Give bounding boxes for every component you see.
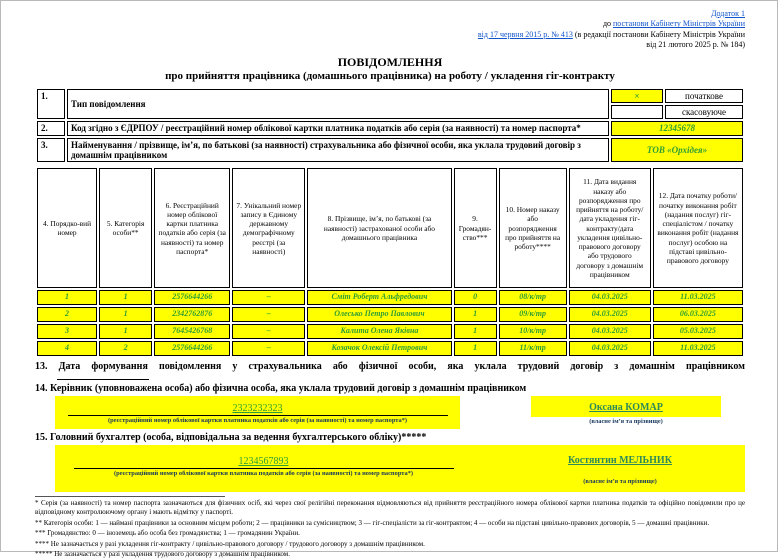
cell-taxnumber[interactable]: 2342762876: [154, 307, 230, 322]
cell-category[interactable]: 1: [99, 307, 152, 322]
row-number: 3.: [37, 138, 65, 163]
name-caption: (власне ім’я та прізвище): [583, 477, 657, 485]
decree-link[interactable]: постанови Кабінету Міністрів України: [613, 19, 745, 29]
cell-registry-number[interactable]: –: [232, 324, 305, 339]
row-number: 2.: [37, 121, 65, 135]
accountant-name-column: [525, 449, 715, 486]
col-header-6: 6. Реєстраційний номер облікової картки платника податків або серія (за наявності) та номер паспорта*: [154, 168, 230, 288]
table-row: [37, 324, 743, 339]
section14-label: 14. Керівник (уповноважена особа) або фізична особа, яка уклала трудовий договір з домашнім працівником: [35, 383, 527, 395]
cell-citizenship[interactable]: 1: [454, 341, 497, 356]
edrpou-label: Код згідно з ЄДРПОУ / реєстраційний номер облікової картки платника податків або серія (за наявності) та номер паспорта*: [67, 121, 609, 135]
col-header-9: 9. Громадянство***: [454, 168, 497, 288]
cell-order-number[interactable]: 09/к/тр: [499, 307, 567, 322]
cell-order-number[interactable]: 08/к/тр: [499, 290, 567, 305]
footnotes: [35, 499, 745, 560]
name-caption: (власне ім’я та прізвище): [589, 418, 663, 426]
taxnumber-caption: (реєстраційний номер облікової картки платника податків або серія (за наявності) та номер паспорта*): [113, 469, 414, 477]
cell-category[interactable]: 1: [99, 290, 152, 305]
cell-category[interactable]: 2: [99, 341, 152, 356]
director-name-value[interactable]: Оксана КОМАР: [589, 402, 663, 414]
col-header-5: 5. Категорія особи**: [99, 168, 152, 288]
section13-label: 13. Дата формування повідомлення у страхувальника або фізичної особи, яка уклала трудовий договір з домашнім працівником: [35, 361, 745, 373]
accountant-taxnumber-block: [61, 449, 466, 481]
cell-full-name[interactable]: Козачок Олексій Петрович: [307, 341, 451, 356]
cell-start-date[interactable]: 11.03.2025: [653, 290, 743, 305]
col-header-11: 11. Дата видання наказу або розпорядження про прийняття на роботу/ дата укладення гіг-контракту/дата укладення цивільно-правового договору або трудового договору з домашнім працівником: [569, 168, 651, 288]
type-initial-checkbox[interactable]: ×: [611, 89, 663, 103]
cell-citizenship[interactable]: 1: [454, 324, 497, 339]
section15-label: 15. Головний бухгалтер (особа, відповідальна за ведення бухгалтерського обліку)*****: [35, 431, 427, 443]
title-block: [35, 55, 745, 82]
meta-row-type: [37, 89, 743, 103]
section13-date-blank[interactable]: [57, 373, 149, 380]
table-row: [37, 307, 743, 322]
cell-ordinal[interactable]: 3: [37, 324, 97, 339]
col-header-7: 7. Унікальний номер запису в Єдиному державному демографічному реєстрі (за наявності): [232, 168, 305, 288]
table-row: [37, 290, 743, 305]
col-header-12: 12. Дата початку роботи/початку виконання робіт (надання послуг) гіг-спеціалістом / початку виконання робіт (надання послуг) особою на підставі цивільно-правового договору: [653, 168, 743, 288]
accountant-name-value[interactable]: Костянтин МЕЛЬНИК: [568, 454, 672, 466]
edrpou-value-field[interactable]: 12345678: [611, 121, 743, 135]
col-header-8: 8. Прізвище, ім’я, по батькові (за наявності) застрахованої особи або домашнього працівника: [307, 168, 451, 288]
notification-meta-table: [35, 87, 745, 165]
meta-row-employer: [37, 138, 743, 163]
type-cancel-checkbox[interactable]: [611, 105, 663, 119]
type-label: Тип повідомлення: [67, 89, 609, 120]
footnote-3: *** Громадянство: 0 — іноземець або особа без громадянства; 1 — громадянин України.: [35, 529, 300, 538]
footnote-4: **** Не зазначається у разі укладення гіг-контракту / цивільно-правового договору / трудового договору з домашнім працівником.: [35, 539, 425, 548]
annex-reference: [35, 9, 745, 51]
cell-ordinal[interactable]: 4: [37, 341, 97, 356]
page-title: ПОВІДОМЛЕННЯ: [337, 54, 443, 69]
cell-registry-number[interactable]: –: [232, 307, 305, 322]
footnote-separator: [35, 496, 225, 497]
footnote-2: ** Категорія особи: 1 — наймані працівники за основним місцем роботи; 2 — працівники за сумісництвом; 3 — гіг-спеціалісти за гіг-контрактом; 4 — особи на підставі цивільно-правових договорів, 5 — домашні працівники.: [35, 518, 710, 527]
cell-registry-number[interactable]: –: [232, 290, 305, 305]
cell-taxnumber[interactable]: 7645426768: [154, 324, 230, 339]
cell-citizenship[interactable]: 1: [454, 307, 497, 322]
director-taxnumber-value[interactable]: 2323232323: [68, 403, 448, 416]
employees-table: [35, 166, 745, 358]
cell-full-name[interactable]: Калита Олена Яківна: [307, 324, 451, 339]
row-number: 1.: [37, 89, 65, 120]
table-row: [37, 341, 743, 356]
employees-table-header: [37, 168, 743, 288]
decree-date-link[interactable]: від 17 червня 2015 р. № 413: [477, 29, 573, 39]
cell-order-date[interactable]: 04.03.2025: [569, 324, 651, 339]
cell-ordinal[interactable]: 1: [37, 290, 97, 305]
director-taxnumber-block: [55, 396, 460, 428]
annex-line2-prefix: до: [602, 19, 614, 29]
cell-full-name[interactable]: Олесько Петро Павлович: [307, 307, 451, 322]
cell-order-date[interactable]: 04.03.2025: [569, 341, 651, 356]
cell-registry-number[interactable]: –: [232, 341, 305, 356]
footnote-1: * Серія (за наявності) та номер паспорта зазначаються для фізичних осіб, які через свої релігійні переконання відмовляються від прийняття реєстраційного номера облікової картки платника податків та офіційно повідомили про це відповідному контролюючому органу і мають відмітку у паспорті.: [35, 498, 745, 517]
cell-order-number[interactable]: 11/к/тр: [499, 341, 567, 356]
col-header-10: 10. Номер наказу або розпорядження про прийняття на роботу****: [499, 168, 567, 288]
section15-signature-row: [55, 445, 745, 492]
cell-full-name[interactable]: Сміт Роберт Альфредович: [307, 290, 451, 305]
cell-start-date[interactable]: 05.03.2025: [653, 324, 743, 339]
meta-row-edrpou: [37, 121, 743, 135]
annex-line3-rest: (в редакції постанови Кабінету Міністрів України: [572, 29, 745, 39]
employer-name-label: Найменування / прізвище, ім’я, по батькові (за наявності) страхувальника або фізичної особи, яка уклала трудовий договір з домашнім працівником: [67, 138, 609, 163]
annex-line4: від 21 лютого 2025 р. № 184): [646, 40, 745, 50]
employer-name-field[interactable]: ТОВ «Орхідея»: [611, 138, 743, 163]
cell-order-date[interactable]: 04.03.2025: [569, 307, 651, 322]
section14-signature-row: [55, 396, 745, 428]
cell-start-date[interactable]: 06.03.2025: [653, 307, 743, 322]
cell-taxnumber[interactable]: 2576644266: [154, 341, 230, 356]
cell-category[interactable]: 1: [99, 324, 152, 339]
cell-order-number[interactable]: 10/к/тр: [499, 324, 567, 339]
col-header-4: 4. Порядко-вий номер: [37, 168, 97, 288]
cell-ordinal[interactable]: 2: [37, 307, 97, 322]
director-name-column: [531, 396, 721, 426]
footnote-5: ***** Не зазначається у разі укладення трудового договору з домашнім працівником.: [35, 550, 290, 559]
page-subtitle: про прийняття працівника (домашнього працівника) на роботу / укладення гіг-контракту: [165, 69, 615, 82]
type-cancel-label: скасовуюче: [665, 105, 743, 119]
accountant-taxnumber-value[interactable]: 1234567893: [74, 456, 454, 469]
type-initial-label: початкове: [665, 89, 743, 103]
cell-start-date[interactable]: 11.03.2025: [653, 341, 743, 356]
cell-citizenship[interactable]: 0: [454, 290, 497, 305]
annex-link[interactable]: Додаток 1: [711, 9, 745, 18]
cell-taxnumber[interactable]: 2576644266: [154, 290, 230, 305]
cell-order-date[interactable]: 04.03.2025: [569, 290, 651, 305]
taxnumber-caption: (реєстраційний номер облікової картки платника податків або серія (за наявності) та номер паспорта*): [107, 417, 408, 425]
